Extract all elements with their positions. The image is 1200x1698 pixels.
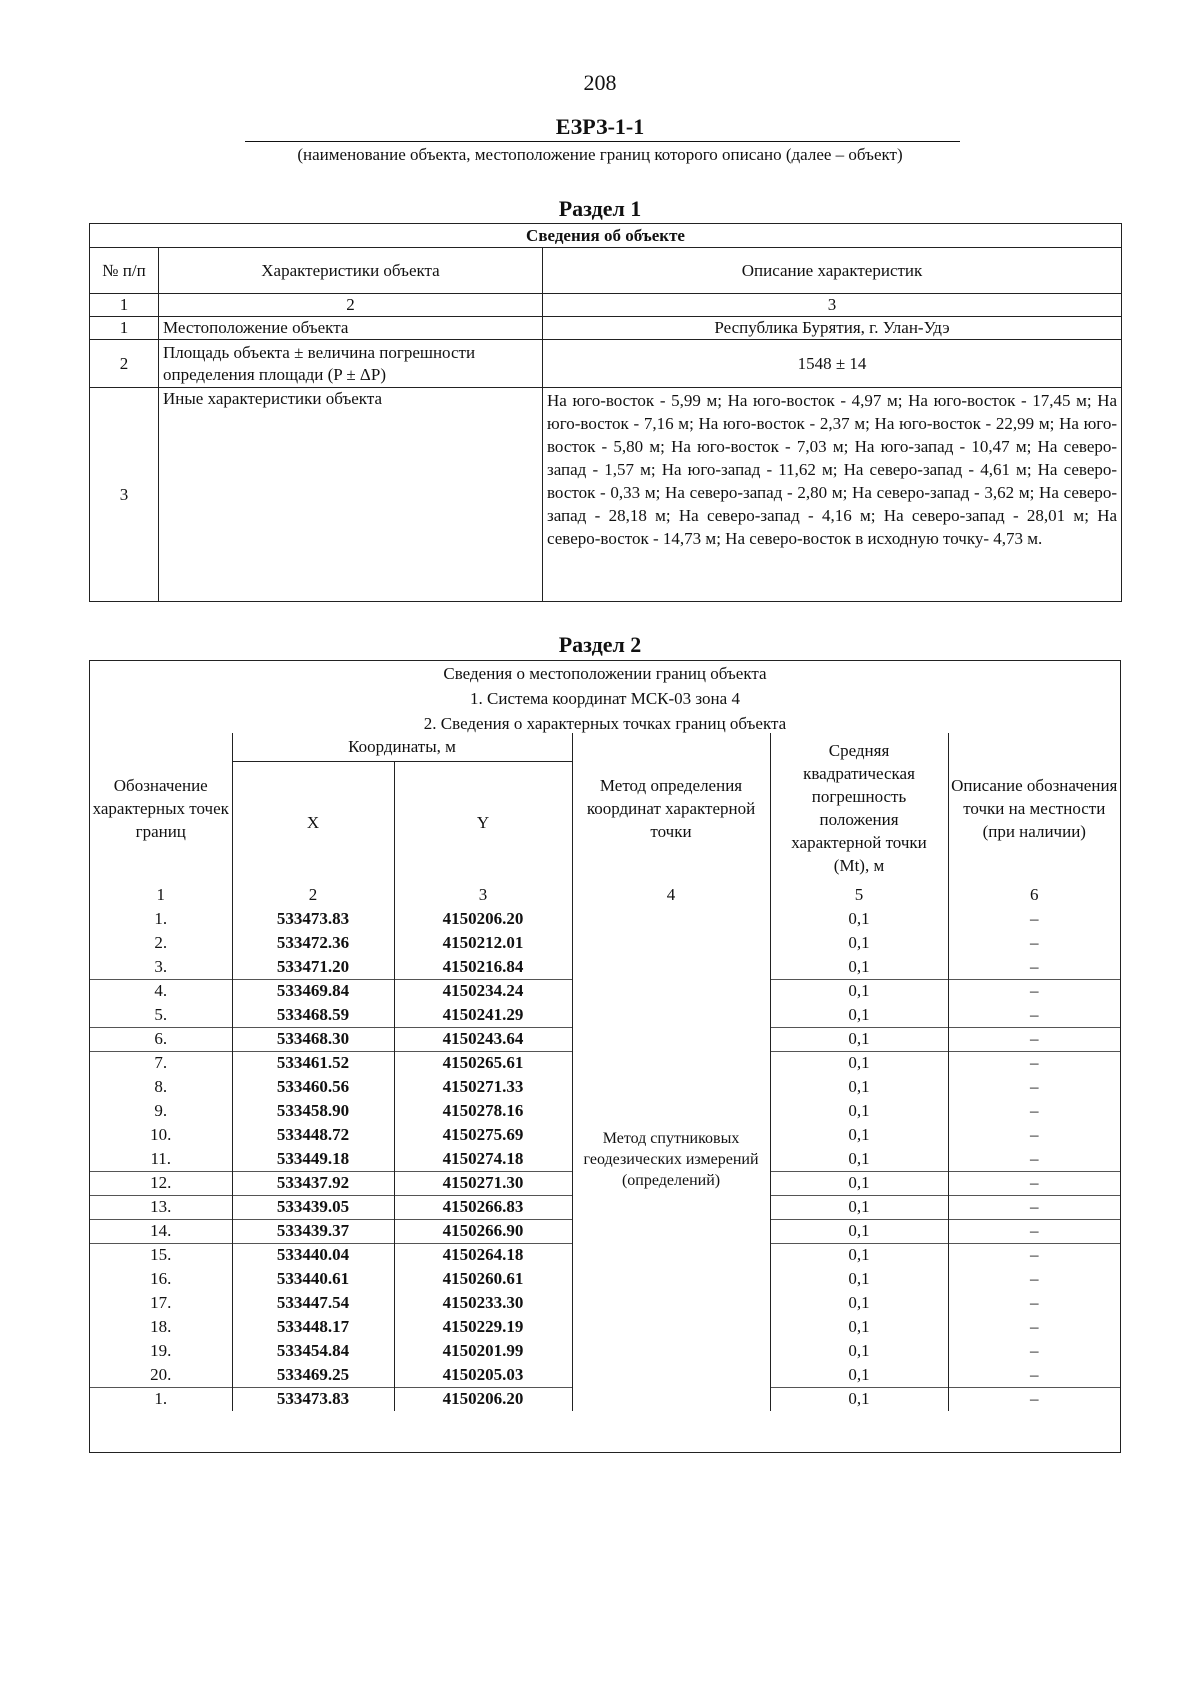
x-cell: 533468.59 — [232, 1003, 394, 1027]
y-cell: 4150241.29 — [394, 1003, 572, 1027]
x-cell: 533439.05 — [232, 1195, 394, 1219]
mt-cell: 0,1 — [770, 1147, 948, 1171]
mt-cell: 0,1 — [770, 1387, 948, 1411]
x-cell: 533448.17 — [232, 1315, 394, 1339]
description-cell: – — [948, 1027, 1120, 1051]
y-cell: 4150205.03 — [394, 1363, 572, 1387]
row-description: Республика Бурятия, г. Улан-Удэ — [543, 317, 1122, 340]
x-cell: 533468.30 — [232, 1027, 394, 1051]
mt-cell: 0,1 — [770, 1099, 948, 1123]
point-cell: 5. — [154, 1004, 168, 1024]
description-cell: – — [948, 1171, 1120, 1195]
mt-cell: 0,1 — [770, 1267, 948, 1291]
object-info-table — [89, 223, 1122, 602]
description-cell: – — [1030, 933, 1039, 952]
y-cell: 4150278.16 — [394, 1099, 572, 1123]
point-cell: 1. — [154, 909, 168, 928]
point-cell: 18. — [150, 1317, 172, 1336]
header-description: Описание характеристик — [543, 248, 1122, 294]
mt-cell: 0,1 — [770, 1219, 948, 1243]
description-cell: – — [1030, 1004, 1039, 1024]
point-cell: 15. — [90, 1243, 232, 1267]
x-cell: 533472.36 — [232, 931, 394, 955]
mt-cell: 0,1 — [770, 955, 948, 979]
mt-cell: 0,1 — [770, 1075, 948, 1099]
header-y: Y — [394, 761, 572, 883]
header-point: Обозначение характерных точек границ — [92, 775, 229, 841]
description-cell: – — [1030, 909, 1039, 928]
index-cell: 1 — [156, 885, 165, 904]
y-cell: 4150243.64 — [394, 1027, 572, 1051]
row-num: 2 — [90, 340, 159, 388]
point-cell: 7. — [90, 1051, 232, 1075]
description-cell: – — [1030, 1317, 1039, 1336]
section2-caption-3: 2. Сведения о характерных точках границ объекта — [423, 714, 787, 733]
index-cell: 4 — [666, 885, 676, 904]
header-num: № п/п — [90, 248, 159, 294]
y-cell: 4150274.18 — [394, 1147, 572, 1171]
mt-cell: 0,1 — [770, 1363, 948, 1387]
point-cell: 4. — [90, 979, 232, 1003]
x-cell: 533448.72 — [232, 1123, 394, 1147]
header-method: Метод определения координат характерной точки — [586, 775, 756, 841]
mt-cell: 0,1 — [770, 1243, 948, 1267]
description-cell: – — [1030, 1101, 1039, 1120]
header-coords: Координаты, м — [232, 733, 572, 761]
x-cell: 533440.04 — [232, 1243, 394, 1267]
section2-caption-1: Сведения о местоположении границ объекта — [443, 664, 767, 683]
index-cell: 6 — [1030, 885, 1039, 904]
x-cell: 533449.18 — [232, 1147, 394, 1171]
x-cell: 533447.54 — [232, 1291, 394, 1315]
boundary-points-table — [90, 733, 1120, 1411]
y-cell: 4150266.90 — [394, 1219, 572, 1243]
description-cell: – — [1030, 956, 1039, 976]
description-cell: – — [1030, 1269, 1039, 1288]
mt-cell: 0,1 — [770, 1123, 948, 1147]
point-cell: 11. — [150, 1148, 172, 1168]
x-cell: 533461.52 — [232, 1051, 394, 1075]
mt-cell: 0,1 — [770, 1291, 948, 1315]
description-cell: – — [948, 1219, 1120, 1243]
x-cell: 533469.25 — [232, 1363, 394, 1387]
x-cell: 533471.20 — [232, 955, 394, 979]
object-info-caption: Сведения об объекте — [90, 224, 1122, 248]
y-cell: 4150216.84 — [394, 955, 572, 979]
mt-cell: 0,1 — [770, 979, 948, 1003]
y-cell: 4150275.69 — [394, 1123, 572, 1147]
description-cell: – — [1030, 1364, 1039, 1384]
x-cell: 533439.37 — [232, 1219, 394, 1243]
point-cell: 14. — [90, 1219, 232, 1243]
x-cell: 533454.84 — [232, 1339, 394, 1363]
row-characteristic: Площадь объекта ± величина погрешности определения площади (P ± ΔP) — [159, 340, 543, 388]
index-cell: 5 — [770, 883, 948, 907]
mt-cell: 0,1 — [770, 1027, 948, 1051]
x-cell: 533458.90 — [232, 1099, 394, 1123]
x-cell: 533473.83 — [232, 907, 394, 931]
table-row — [90, 317, 1122, 340]
description-cell: – — [948, 1387, 1120, 1411]
mt-cell: 0,1 — [770, 1003, 948, 1027]
header-error: Средняя квадратическая погрешность положения характерной точки (Mt), м — [770, 733, 948, 883]
x-cell: 533469.84 — [232, 979, 394, 1003]
y-cell: 4150264.18 — [394, 1243, 572, 1267]
method-cell: Метод спутниковых геодезических измерений (определений) — [583, 1129, 759, 1189]
y-cell: 4150271.30 — [394, 1171, 572, 1195]
description-cell: – — [1030, 1341, 1039, 1360]
x-cell: 533440.61 — [232, 1267, 394, 1291]
page-number: 208 — [583, 70, 617, 95]
point-cell: 6. — [90, 1027, 232, 1051]
row-characteristic: Иные характеристики объекта — [159, 388, 543, 602]
y-cell: 4150233.30 — [394, 1291, 572, 1315]
point-cell: 16. — [150, 1269, 172, 1288]
point-cell: 12. — [90, 1171, 232, 1195]
section2-heading: Раздел 2 — [558, 632, 642, 657]
index-cell: 1 — [90, 294, 159, 317]
mt-cell: 0,1 — [770, 1315, 948, 1339]
y-cell: 4150234.24 — [394, 979, 572, 1003]
mt-cell: 0,1 — [770, 1339, 948, 1363]
index-cell: 3 — [394, 883, 572, 907]
y-cell: 4150201.99 — [394, 1339, 572, 1363]
header-characteristics: Характеристики объекта — [159, 248, 543, 294]
description-cell: – — [948, 1195, 1120, 1219]
x-cell: 533473.83 — [232, 1387, 394, 1411]
table-row — [90, 340, 1122, 388]
y-cell: 4150265.61 — [394, 1051, 572, 1075]
description-cell: – — [948, 979, 1120, 1003]
y-cell: 4150260.61 — [394, 1267, 572, 1291]
description-cell: – — [948, 1243, 1120, 1267]
header-x: X — [232, 761, 394, 883]
x-cell: 533460.56 — [232, 1075, 394, 1099]
point-cell: 10. — [150, 1125, 172, 1144]
point-cell: 13. — [90, 1195, 232, 1219]
y-cell: 4150229.19 — [394, 1315, 572, 1339]
object-title: ЕЗРЗ-1-1 — [555, 114, 645, 139]
y-cell: 4150266.83 — [394, 1195, 572, 1219]
mt-cell: 0,1 — [770, 907, 948, 931]
header-description: Описание обозначения точки на местности (при наличии) — [951, 775, 1118, 841]
mt-cell: 0,1 — [770, 931, 948, 955]
point-cell: 19. — [150, 1341, 172, 1360]
y-cell: 4150271.33 — [394, 1075, 572, 1099]
section1-heading: Раздел 1 — [558, 196, 642, 221]
y-cell: 4150206.20 — [394, 907, 572, 931]
object-subtitle: (наименование объекта, местоположение границ которого описано (далее – объект) — [297, 145, 903, 164]
point-cell: 9. — [154, 1101, 168, 1120]
x-cell: 533437.92 — [232, 1171, 394, 1195]
point-cell: 3. — [154, 956, 168, 976]
point-cell: 20. — [150, 1364, 172, 1384]
row-num: 3 — [90, 388, 159, 602]
y-cell: 4150212.01 — [394, 931, 572, 955]
boundary-points-box — [89, 660, 1121, 1453]
point-cell: 17. — [150, 1293, 172, 1312]
section2-caption-2: 1. Система координат МСК-03 зона 4 — [470, 689, 740, 708]
point-cell: 8. — [154, 1077, 168, 1096]
index-cell: 2 — [232, 883, 394, 907]
mt-cell: 0,1 — [770, 1195, 948, 1219]
index-cell: 2 — [159, 294, 543, 317]
description-cell: – — [1030, 1077, 1039, 1096]
y-cell: 4150206.20 — [394, 1387, 572, 1411]
row-description: На юго-восток - 5,99 м; На юго-восток - 4,97 м; На юго-восток - 17,45 м; На юго-восток - 7,16 м; На юго-восток - 2,37 м; На юго-восток - 22,99 м; На юго-восток - 5,80 м; На юго-восток - 7,03 м; На юго-запад - 10,47 м; На северо-запад - 1,57 м; На юго-запад - 11,62 м; На северо-запад - 4,61 м; На северо-восток - 0,33 м; На северо-запад - 2,80 м; На северо-запад - 3,62 м; На северо-запад - 28,18 м; На северо-запад - 4,16 м; На северо-запад - 28,01 м; На северо-восток - 14,73 м; На северо-восток в исходную точку- 4,73 м. — [543, 388, 1122, 602]
row-characteristic: Местоположение объекта — [159, 317, 543, 340]
row-description: 1548 ± 14 — [543, 340, 1122, 388]
description-cell: – — [1030, 1293, 1039, 1312]
table-row — [90, 907, 1120, 931]
mt-cell: 0,1 — [770, 1171, 948, 1195]
description-cell: – — [1030, 1148, 1039, 1168]
description-cell: – — [1030, 1125, 1039, 1144]
title-underline — [245, 141, 960, 142]
point-cell: 1. — [90, 1387, 232, 1411]
mt-cell: 0,1 — [770, 1051, 948, 1075]
description-cell: – — [948, 1051, 1120, 1075]
row-num: 1 — [90, 317, 159, 340]
index-cell: 3 — [543, 294, 1122, 317]
table-row — [90, 388, 1122, 602]
point-cell: 2. — [154, 933, 168, 952]
